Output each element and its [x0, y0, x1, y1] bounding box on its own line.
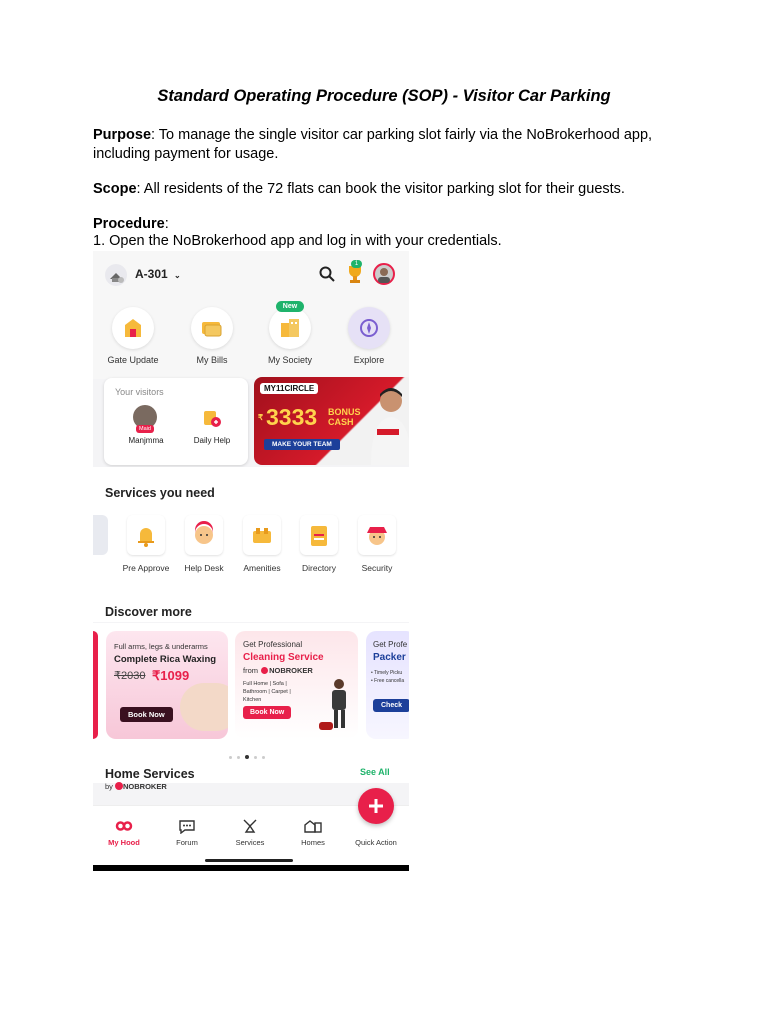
check-button[interactable]: Check: [373, 699, 409, 712]
purpose-paragraph: [93, 126, 673, 164]
carousel-dot: [237, 756, 240, 759]
ad-banner[interactable]: MY11CIRCLE ₹ 3333 BONUS CASH MAKE YOUR TEAM: [254, 377, 409, 465]
nobroker-logo-icon: [115, 782, 123, 790]
procedure-heading: Procedure:: [93, 216, 169, 232]
visitors-heading: Your visitors: [115, 387, 164, 397]
ad-amount: 3333: [266, 404, 318, 430]
chevron-down-icon: ⌄: [174, 271, 181, 280]
service-amenities[interactable]: Amenities: [234, 515, 290, 573]
book-now-button[interactable]: Book Now: [243, 706, 291, 719]
bell-icon: [127, 515, 165, 555]
visitors-card[interactable]: [104, 378, 248, 465]
services-prev-item[interactable]: [93, 515, 108, 555]
quick-action-my-bills[interactable]: My Bills: [182, 307, 242, 365]
quick-action-my-society[interactable]: My Society: [260, 307, 320, 365]
service-directory[interactable]: Directory: [291, 515, 347, 573]
procedure-step-1: 1. Open the NoBrokerhood app and log in with your credentials.: [93, 233, 502, 249]
scope-text: : All residents of the 72 flats can book the visitor parking slot for their guests.: [136, 181, 625, 197]
scope-paragraph: [93, 180, 673, 199]
security-icon: [358, 515, 396, 555]
amenities-icon: [243, 515, 281, 555]
promo-card-packers[interactable]: Get Profe Packer • Timely Picku • Free cancella Check: [366, 631, 409, 739]
new-badge: New: [276, 301, 304, 312]
services-heading: Services you need: [105, 486, 215, 500]
procedure-label: Procedure: [93, 216, 165, 232]
daily-help-label: Daily Help: [193, 436, 231, 445]
nav-my-hood[interactable]: My Hood: [93, 818, 155, 847]
home-services-heading: Home Services: [105, 767, 195, 781]
profile-avatar[interactable]: [373, 263, 395, 285]
nobroker-logo-icon: [261, 667, 268, 674]
discover-heading: Discover more: [105, 605, 192, 619]
promo-brand-line: from NOBROKER: [243, 666, 313, 675]
promo-image: [180, 683, 228, 731]
home-services-byline: by NOBROKER: [105, 782, 167, 791]
hood-icon: [114, 818, 134, 834]
compass-icon: [348, 307, 390, 349]
flat-number: A-301: [135, 267, 168, 281]
visitor-name: Manjmma: [128, 436, 164, 445]
trophy-badge: 1: [351, 260, 362, 268]
cleaner-image: [317, 676, 355, 739]
nav-forum[interactable]: Forum: [156, 818, 218, 847]
gate-icon: [112, 307, 154, 349]
search-icon[interactable]: [318, 265, 336, 288]
ad-brand: MY11CIRCLE: [260, 383, 318, 394]
app-screenshot: [93, 251, 409, 871]
carousel-dot: [254, 756, 257, 759]
maid-tag: Maid: [136, 425, 154, 433]
nav-homes[interactable]: Homes: [282, 818, 344, 847]
carousel-dot: [262, 756, 265, 759]
home-indicator: [205, 859, 293, 862]
quick-action-gate-update[interactable]: Gate Update: [103, 307, 163, 365]
purpose-text: : To manage the single visitor car parking slot fairly via the NoBrokerhood app, including payment for usage.: [93, 127, 653, 162]
ad-person-image: [367, 385, 409, 465]
helpdesk-icon: [185, 515, 223, 555]
services-icon: [240, 818, 260, 834]
service-pre-approve[interactable]: Pre Approve: [118, 515, 174, 573]
directory-icon: [300, 515, 338, 555]
nav-services[interactable]: Services: [219, 818, 281, 847]
society-icon: [269, 307, 311, 349]
bills-icon: [191, 307, 233, 349]
chat-icon: [177, 818, 197, 834]
purpose-label: Purpose: [93, 127, 152, 143]
document-title: Standard Operating Procedure (SOP) - Visitor Car Parking: [157, 87, 611, 105]
book-now-button[interactable]: Book Now: [120, 707, 173, 722]
scope-label: Scope: [93, 181, 137, 197]
carousel-dots: [229, 746, 265, 750]
carousel-dot: [229, 756, 232, 759]
see-all-link[interactable]: See All: [360, 767, 390, 777]
flat-selector[interactable]: [135, 267, 181, 281]
promo-card-waxing[interactable]: Full arms, legs & underarms Complete Rica Waxing ₹2030 ₹1099 Book Now: [106, 631, 228, 739]
ad-bonus: BONUS CASH: [328, 407, 361, 427]
quick-action-explore[interactable]: Explore: [339, 307, 399, 365]
ad-cta-button[interactable]: MAKE YOUR TEAM: [264, 439, 340, 450]
nav-quick-action[interactable]: Quick Action: [355, 838, 397, 847]
service-security[interactable]: Security: [349, 515, 405, 573]
homes-icon: [303, 818, 323, 834]
carousel-dot-active: [245, 755, 249, 759]
daily-help-icon[interactable]: [201, 407, 223, 434]
service-help-desk[interactable]: Help Desk: [176, 515, 232, 573]
promo-card-cleaning[interactable]: Get Professional Cleaning Service from NOBROKER Full Home | Sofa | Bathroom | Carpet | Kitchen Book Now: [235, 631, 358, 739]
home-avatar-icon[interactable]: [105, 264, 127, 286]
